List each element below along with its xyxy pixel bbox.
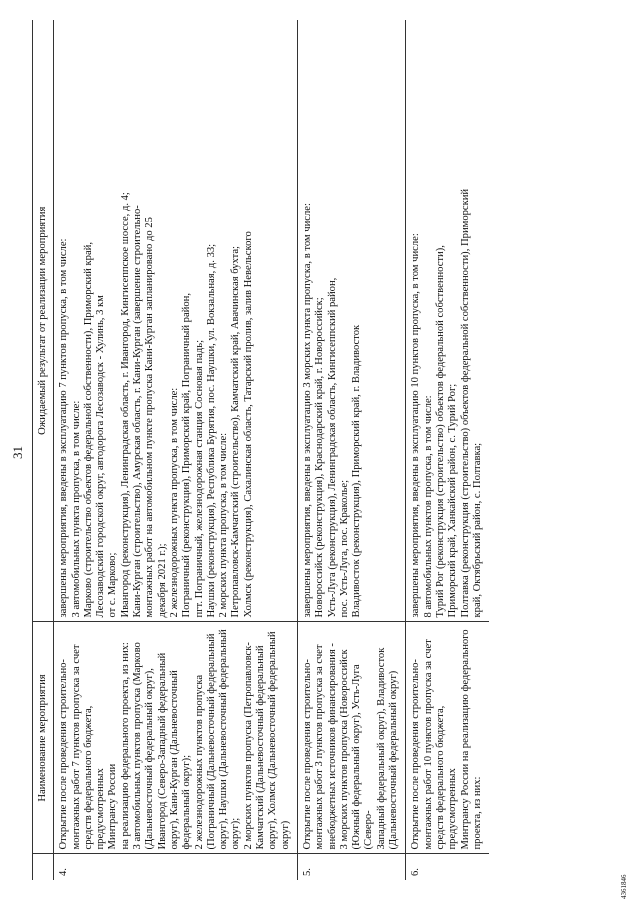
measure-name-line: округ), Наушки (Дальневосточный федеральный (218, 629, 230, 850)
measure-name-line: средств федерального бюджета, предусмотренных (434, 705, 459, 850)
expected-result-line: Холмск (реконструкция), Сахалинская область, Татарский пролив, залив Невельского (242, 231, 254, 618)
expected-result-line: Марково (строительство объектов федеральной собственности), Приморский край, (82, 242, 94, 618)
expected-result-line: 8 автомобильных пунктов пропуска, в том числе: (422, 395, 434, 618)
measure-name-line: монтажных работ 10 пунктов пропуска за счет (422, 639, 434, 850)
table-row (406, 20, 489, 880)
measure-name-line: Минтрансу России (107, 763, 119, 850)
measure-name-line: округ), Холмск (Дальневосточный федеральный (267, 631, 279, 850)
measure-name-line: (Дальневосточный федеральный округ) (388, 670, 400, 850)
expected-result-line: Турий Рог (реконструкция (строительство) объектов федеральной собственности), (434, 245, 446, 618)
measure-name-line: Открытие после проведения строительно- (58, 659, 70, 850)
measure-name-line: монтажных работ 3 пунктов пропуска за счет (314, 644, 326, 850)
expected-result-cell (406, 20, 489, 622)
row-number: 5. (297, 854, 405, 880)
measure-name-line: округ); (230, 817, 242, 850)
expected-result-line: 2 морских пункта пропуска, в том числе: (218, 432, 230, 618)
table-row (54, 20, 298, 880)
measures-table (32, 20, 489, 880)
measure-name-line: (Пограничный (Дальневосточный федеральный (205, 633, 217, 850)
expected-result-line: монтажных работ на автомобильном пункте пропуска Кани-Курган запланировано до 25 (144, 217, 156, 618)
expected-result-line: Лесозаводский городской округ, автодорога Лесозаводск - Хулинь, 3 км (95, 295, 107, 618)
measure-name-line: монтажных работ 7 пунктов пропуска за счет (70, 644, 82, 850)
page-number: 31 (10, 446, 25, 459)
measure-name-line: округ) (279, 820, 291, 850)
expected-result-line: пгт. Пограничный, железнодорожная станция Сосновая падь; (193, 339, 205, 618)
measure-name-cell (297, 622, 405, 854)
header-number (33, 854, 54, 880)
expected-result-line: 2 железнодорожных пункта пропуска, в том числе: (168, 387, 180, 618)
header-measure-name: Наименование мероприятия (33, 622, 54, 854)
measure-name-line: федеральный округ); (181, 754, 193, 850)
measure-name-cell (406, 622, 489, 854)
expected-result-line: завершены мероприятия, введены в эксплуатацию 3 морских пункта пропуска, в том числе: (301, 203, 313, 618)
expected-result-line: 3 автомобильных пункта пропуска, в том числе: (70, 400, 82, 618)
expected-result-line: завершены мероприятия, введены в эксплуатацию 10 пунктов пропуска, в том числе: (410, 233, 422, 618)
measure-name-line: 2 железнодорожных пунктов пропуска (193, 674, 205, 850)
table-row (297, 20, 405, 880)
row-number: 6. (410, 868, 422, 876)
expected-result-line: от с. Марково; (107, 552, 119, 618)
measure-name-line: округ), Кани-Курган (Дальневосточный (168, 670, 180, 850)
expected-result-line: Ивангород (реконструкция), Ленинградская область, г. Ивангород, Кингисеппское шоссе, д. 4; (119, 192, 131, 618)
table-header-row (33, 20, 54, 880)
expected-result-line: Петропавловск-Камчатский (строительство), Камчатский край, Авачинская бухта; (230, 246, 242, 618)
measure-name-line: Ивангород (Северо-Западный федеральный (156, 652, 168, 850)
measure-name-line: внебюджетных источников финансирования - (326, 643, 338, 850)
expected-result-line: Приморский край, Ханкайский район, с. Турий Рог; (447, 383, 459, 618)
expected-result-line: Наушки (реконструкция), Республика Бурятия, пос. Наушки, ул. Вокзальная, д. 33; (205, 243, 217, 618)
measure-name-line: Минтрансу России на реализацию федерального (459, 629, 471, 850)
measure-name-line: Открытие после проведения строительно- (410, 659, 422, 850)
measure-name-line: Камчатский (Дальневосточный федеральный (255, 645, 267, 850)
measure-name-line: (Южный федеральный округ), Усть-Луга (Северо- (351, 664, 375, 850)
expected-result-line: декабря 2021 г.); (156, 543, 168, 618)
measure-name-line: средств федерального бюджета, предусмотренных (82, 705, 107, 850)
measure-name-line: Открытие после проведения строительно- (301, 659, 313, 850)
expected-result-line: край, Октябрьский район, с. Полтавка; (471, 442, 483, 618)
expected-result-line: завершены мероприятия, введены в эксплуатацию 7 пунктов пропуска, в том числе: (58, 238, 70, 618)
measure-name-line: 3 автомобильных пунктов пропуска (Марково (132, 642, 144, 850)
measure-name-line: Западный федеральный округ), Владивосток (375, 647, 387, 850)
measure-name-line: на реализацию федерального проекта, из них: (119, 642, 131, 850)
measure-name-line: 2 морских пунктов пропуска (Петропавловск- (242, 642, 254, 850)
expected-result-cell (297, 20, 405, 622)
measure-name-line: 3 морских пунктов пропуска (Новороссийск (338, 649, 350, 850)
expected-result-line: Полтавка (реконструкция (строительство) объектов федеральной собственности), Приморский (459, 188, 471, 618)
expected-result-line: Владивосток (реконструкция), Приморский край, г. Владивосток (351, 324, 363, 618)
expected-result-line: Кани-Курган (строительство), Амурская область, г. Кани-Курган (завершение строительно- (132, 205, 144, 618)
row-number: 4. (54, 854, 298, 880)
measure-name-line: проекта, из них: (471, 776, 483, 850)
header-expected-result: Ожидаемый результат от реализации мероприятия (33, 20, 54, 622)
measure-name-cell (54, 622, 298, 854)
expected-result-line: пос. Усть-Луга, пос. Краколье; (338, 479, 350, 618)
measure-name-line: (Дальневосточный федеральный округ), (144, 668, 156, 850)
expected-result-line: Пограничный (реконструкция), Приморский край, Пограничный район, (181, 293, 193, 618)
document-code: 4361846 (620, 874, 628, 899)
expected-result-line: Усть-Луга (реконструкция), Ленинградская область, Кингисеппский район, (326, 277, 338, 618)
expected-result-cell (54, 20, 298, 622)
expected-result-line: Новороссийск (реконструкция), Краснодарский край, г. Новороссийск; (314, 297, 326, 618)
